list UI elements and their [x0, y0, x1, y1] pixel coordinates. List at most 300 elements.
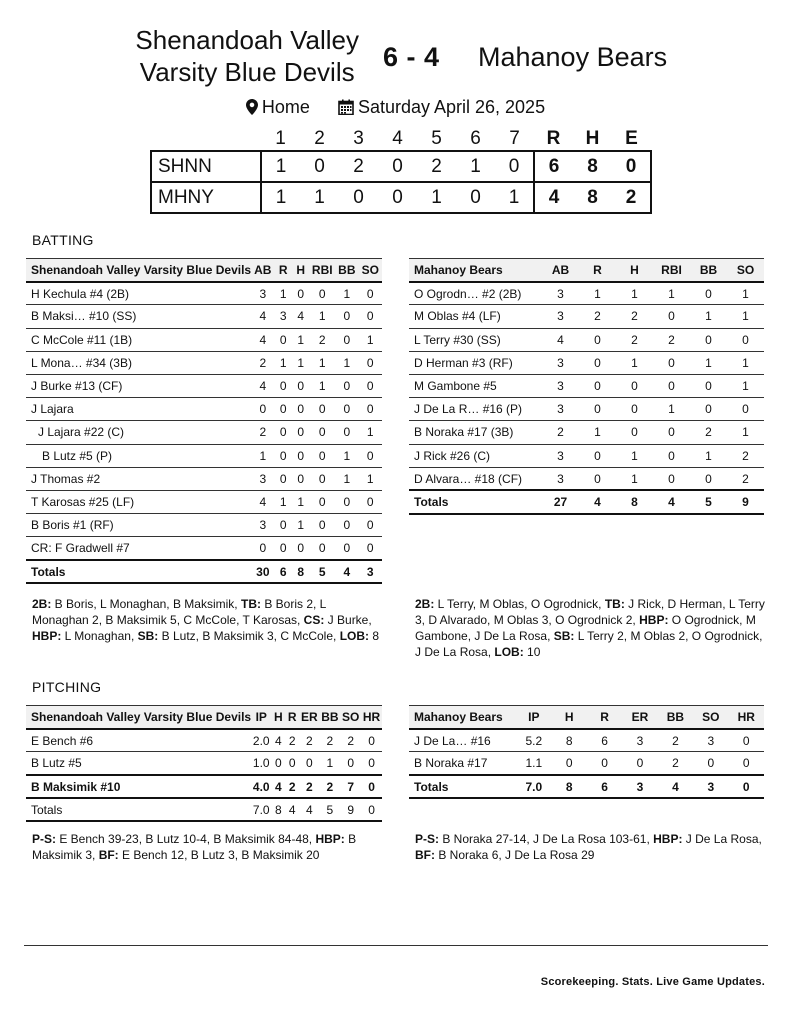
stat-cell: 0 — [579, 444, 616, 467]
stat-column-header: IP — [251, 706, 271, 729]
stat-column-header: AB — [251, 259, 274, 282]
stat-cell: 0 — [359, 444, 382, 467]
stat-cell: 0 — [309, 282, 335, 305]
stat-cell: 0 — [359, 537, 382, 560]
stat-cell: 0 — [292, 421, 309, 444]
stat-cell: 0 — [309, 467, 335, 490]
hits-header: H — [585, 128, 600, 149]
total-cell: 8 — [271, 798, 285, 821]
note-key: BF: — [415, 848, 435, 862]
stat-cell: 2 — [299, 729, 319, 752]
stat-cell: 0 — [292, 537, 309, 560]
stat-column-header: R — [587, 706, 622, 729]
stat-cell: 0 — [579, 351, 616, 374]
player-row — [26, 467, 382, 490]
player-row — [409, 752, 764, 775]
note-text: J Rick, D Herman, L Terry 3, D Alvarado, M Oblas 3, O Ogrodnick 2, — [415, 597, 765, 627]
stat-cell: 2 — [251, 351, 274, 374]
inning-score: 2 — [417, 151, 456, 182]
stat-cell: 2 — [658, 752, 693, 775]
home-team-line2: Varsity Blue Devils — [139, 57, 355, 87]
total-cell: 0 — [729, 775, 764, 798]
stat-cell: 2 — [309, 328, 335, 351]
map-pin-icon — [246, 99, 258, 115]
stat-cell: 0 — [309, 398, 335, 421]
player-name: J Lajara — [26, 398, 251, 421]
player-row — [409, 398, 764, 421]
stat-column-header: BB — [319, 706, 340, 729]
stat-column-header: R — [285, 706, 299, 729]
stat-cell: 2 — [579, 305, 616, 328]
stat-cell: 0 — [690, 282, 727, 305]
player-name: J Lajara #22 (C) — [26, 421, 251, 444]
stat-cell: 1 — [292, 351, 309, 374]
total-cell: 5 — [319, 798, 340, 821]
stat-cell: 1 — [292, 514, 309, 537]
stat-cell: 0 — [335, 305, 358, 328]
note-key: SB: — [553, 629, 575, 643]
note-key: 2B: — [32, 597, 52, 611]
stat-cell: 0 — [292, 398, 309, 421]
stat-cell: 3 — [251, 467, 274, 490]
stat-column-header: R — [579, 259, 616, 282]
player-name: CR: F Gradwell #7 — [26, 537, 251, 560]
stat-column-header: H — [271, 706, 285, 729]
stat-cell: 1 — [335, 282, 358, 305]
pitching-section-title: PITCHING — [32, 679, 102, 695]
total-cell: 4 — [653, 490, 690, 513]
stat-column-header: AB — [542, 259, 579, 282]
stat-cell: 0 — [335, 421, 358, 444]
stat-cell: 2 — [319, 775, 340, 798]
total-cell: 5 — [690, 490, 727, 513]
batting-section-title: BATTING — [32, 232, 94, 248]
note-text: B Boris, L Monaghan, B Maksimik, — [51, 597, 241, 611]
stat-cell: 1 — [653, 282, 690, 305]
stat-cell: 2 — [542, 421, 579, 444]
stat-cell: 3 — [542, 305, 579, 328]
header-row — [26, 259, 382, 282]
stat-cell: 2 — [299, 775, 319, 798]
stat-cell: 0 — [690, 398, 727, 421]
player-row — [26, 729, 382, 752]
stat-cell: 4 — [251, 305, 274, 328]
stat-column-header: SO — [359, 259, 382, 282]
team-name-header: Mahanoy Bears — [409, 706, 516, 729]
total-cell: 6 — [275, 560, 292, 583]
stat-cell: 1 — [319, 752, 340, 775]
player-name: H Kechula #4 (2B) — [26, 282, 251, 305]
stat-column-header: R — [275, 259, 292, 282]
note-text: J Burke, — [324, 613, 372, 627]
totals-label: Totals — [26, 560, 251, 583]
player-row — [26, 514, 382, 537]
location-text: Home — [261, 96, 310, 117]
inning-score: 0 — [378, 182, 417, 213]
note-key: HBP: — [653, 832, 683, 846]
totals-label: Totals — [409, 490, 542, 513]
footer-divider — [24, 945, 768, 946]
player-name: M Gambone #5 — [409, 374, 542, 397]
note-key: LOB: — [494, 645, 524, 659]
stat-cell: 1 — [275, 282, 292, 305]
footer-tagline: Scorekeeping. Stats. Live Game Updates. — [540, 976, 765, 988]
inning-header: 2 — [314, 128, 325, 149]
total-cell: 27 — [542, 490, 579, 513]
stat-cell: 0 — [361, 775, 382, 798]
stat-cell: 2 — [285, 729, 299, 752]
stat-cell: 0 — [335, 398, 358, 421]
stat-cell: 0 — [335, 514, 358, 537]
stat-cell: 2 — [616, 305, 653, 328]
stat-column-header: BB — [658, 706, 693, 729]
player-name: J Burke #13 (CF) — [26, 374, 251, 397]
stat-cell: 2 — [285, 775, 299, 798]
away-pitching-table — [409, 705, 764, 799]
note-key: TB: — [604, 597, 625, 611]
stat-cell: 1.0 — [251, 752, 271, 775]
stat-cell: 1 — [359, 467, 382, 490]
stat-cell: 1 — [690, 444, 727, 467]
inning-score: 1 — [495, 182, 534, 213]
stat-cell: 1.1 — [516, 752, 551, 775]
stat-cell: 1 — [292, 490, 309, 513]
away-team-name: Mahanoy Bears — [478, 42, 668, 72]
player-row — [409, 421, 764, 444]
stat-cell: 0 — [275, 444, 292, 467]
player-name: B Lutz #5 — [26, 752, 251, 775]
player-name: M Oblas #4 (LF) — [409, 305, 542, 328]
note-key: P-S: — [32, 832, 56, 846]
player-row — [26, 328, 382, 351]
player-name: B Noraka #17 — [409, 752, 516, 775]
stat-cell: 3 — [275, 305, 292, 328]
stat-cell: 0 — [309, 490, 335, 513]
stat-cell: 0 — [292, 282, 309, 305]
total-cell: 8 — [551, 775, 586, 798]
player-row — [26, 398, 382, 421]
stat-cell: 0 — [579, 398, 616, 421]
player-name: E Bench #6 — [26, 729, 251, 752]
team-abbr: SHNN — [151, 151, 261, 182]
stat-cell: 0 — [359, 514, 382, 537]
totals-row — [26, 560, 382, 583]
total-cell: 3 — [622, 775, 657, 798]
note-text: B Noraka 27-14, J De La Rosa 103-61, — [439, 832, 654, 846]
player-row — [409, 305, 764, 328]
stat-cell: 2 — [727, 444, 764, 467]
total-cell: 30 — [251, 560, 274, 583]
stat-cell: 4 — [292, 305, 309, 328]
stat-cell: 1 — [359, 421, 382, 444]
stat-cell: 8 — [551, 729, 586, 752]
inning-score: 1 — [261, 182, 300, 213]
stat-column-header: ER — [622, 706, 657, 729]
stat-cell: 0 — [309, 514, 335, 537]
stat-cell: 0 — [359, 305, 382, 328]
total-cell: 8 — [616, 490, 653, 513]
team-name-header: Shenandoah Valley Varsity Blue Devils — [26, 706, 251, 729]
player-name: B Maksi… #10 (SS) — [26, 305, 251, 328]
stat-cell: 0 — [309, 421, 335, 444]
inning-header: 3 — [353, 128, 364, 149]
stat-column-header: RBI — [653, 259, 690, 282]
player-name: J Thomas #2 — [26, 467, 251, 490]
team-abbr: MHNY — [151, 182, 261, 213]
stat-cell: 1 — [335, 351, 358, 374]
stat-column-header: ER — [299, 706, 319, 729]
stat-cell: 1 — [275, 351, 292, 374]
total-cell: 5 — [309, 560, 335, 583]
stat-cell: 0 — [727, 328, 764, 351]
totals-label: Totals — [409, 775, 516, 798]
stat-cell: 1 — [335, 467, 358, 490]
date-text: Saturday April 26, 2025 — [357, 96, 546, 117]
player-name: B Maksimik #10 — [26, 775, 251, 798]
stat-cell: 0 — [359, 490, 382, 513]
stat-cell: 0 — [693, 752, 728, 775]
inning-header: 6 — [470, 128, 481, 149]
player-row — [26, 421, 382, 444]
player-row — [409, 282, 764, 305]
stat-cell: 2.0 — [251, 729, 271, 752]
total-cell: 9 — [340, 798, 361, 821]
stat-cell: 4 — [542, 328, 579, 351]
player-name: C McCole #11 (1B) — [26, 328, 251, 351]
stat-cell: 0 — [251, 537, 274, 560]
totals-row — [409, 490, 764, 513]
stat-cell: 0 — [551, 752, 586, 775]
note-key: HBP: — [639, 613, 669, 627]
note-key: TB: — [240, 597, 261, 611]
away-batting-table — [409, 258, 764, 515]
date-group — [338, 97, 545, 118]
note-key: SB: — [137, 629, 159, 643]
stat-cell: 0 — [361, 729, 382, 752]
line-score-row — [151, 151, 651, 182]
total-cell: 4 — [299, 798, 319, 821]
player-row — [26, 305, 382, 328]
stat-cell: 0 — [359, 374, 382, 397]
stat-cell: 2 — [727, 467, 764, 490]
stat-cell: 2 — [690, 421, 727, 444]
game-header — [0, 0, 791, 100]
stat-cell: 0 — [579, 467, 616, 490]
note-key: 2B: — [415, 597, 435, 611]
total-cell: 0 — [361, 798, 382, 821]
stat-cell: 1 — [616, 467, 653, 490]
note-text: E Bench 12, B Lutz 3, B Maksimik 20 — [118, 848, 320, 862]
note-text: B Noraka 6, J De La Rosa 29 — [435, 848, 595, 862]
stat-cell: 4 — [251, 374, 274, 397]
stat-cell: 0 — [299, 752, 319, 775]
stat-cell: 0 — [690, 467, 727, 490]
inning-score: 1 — [261, 151, 300, 182]
stat-cell: 0 — [275, 537, 292, 560]
stat-cell: 0 — [285, 752, 299, 775]
player-row — [409, 351, 764, 374]
runs-header: R — [546, 128, 561, 149]
stat-cell: 2 — [616, 328, 653, 351]
hits-total: 8 — [573, 182, 612, 213]
stat-cell: 0 — [653, 351, 690, 374]
stat-cell: 0 — [340, 752, 361, 775]
totals-label: Totals — [26, 798, 251, 821]
stat-cell: 7 — [340, 775, 361, 798]
stat-cell: 1 — [727, 374, 764, 397]
stat-cell: 0 — [275, 467, 292, 490]
team-name-header: Mahanoy Bears — [409, 259, 542, 282]
stat-cell: 0 — [616, 421, 653, 444]
stat-cell: 0 — [616, 398, 653, 421]
note-text: E Bench 39-23, B Lutz 10-4, B Maksimik 84-48, — [56, 832, 316, 846]
stat-cell: 3 — [542, 444, 579, 467]
stat-cell: 0 — [275, 421, 292, 444]
errors-total: 0 — [612, 151, 651, 182]
stat-column-header: IP — [516, 706, 551, 729]
note-key: HBP: — [32, 629, 62, 643]
player-row — [26, 444, 382, 467]
home-pitching-notes — [32, 831, 372, 863]
player-row — [409, 467, 764, 490]
stat-cell: 4 — [271, 775, 285, 798]
stat-cell: 1 — [579, 421, 616, 444]
inning-score: 0 — [495, 151, 534, 182]
note-text: 10 — [523, 645, 541, 659]
stat-cell: 1 — [251, 444, 274, 467]
calendar-icon — [338, 99, 354, 115]
errors-total: 2 — [612, 182, 651, 213]
stat-cell: 2 — [319, 729, 340, 752]
player-row — [409, 374, 764, 397]
stat-cell: 0 — [275, 398, 292, 421]
stat-cell: 0 — [653, 305, 690, 328]
player-name: L Mona… #34 (3B) — [26, 351, 251, 374]
stat-cell: 0 — [292, 374, 309, 397]
inning-header: 7 — [509, 128, 520, 149]
stat-cell: 1 — [275, 490, 292, 513]
total-cell: 7.0 — [251, 798, 271, 821]
player-row — [26, 490, 382, 513]
stat-cell: 0 — [653, 467, 690, 490]
stat-cell: 5.2 — [516, 729, 551, 752]
header-row — [409, 259, 764, 282]
stat-cell: 1 — [579, 282, 616, 305]
home-team-line1: Shenandoah Valley — [135, 25, 359, 55]
stat-cell: 0 — [729, 729, 764, 752]
stat-cell: 0 — [359, 351, 382, 374]
stat-cell: 3 — [542, 467, 579, 490]
player-name: T Karosas #25 (LF) — [26, 490, 251, 513]
total-cell: 4 — [658, 775, 693, 798]
player-name: B Lutz #5 (P) — [26, 444, 251, 467]
header-row — [26, 706, 382, 729]
stat-cell: 0 — [271, 752, 285, 775]
note-text: 8 — [369, 629, 380, 643]
stat-column-header: SO — [340, 706, 361, 729]
stat-cell: 2 — [251, 421, 274, 444]
stat-cell: 3 — [251, 514, 274, 537]
stat-cell: 0 — [275, 514, 292, 537]
total-cell: 9 — [727, 490, 764, 513]
stat-cell: 4 — [271, 729, 285, 752]
stat-cell: 4.0 — [251, 775, 271, 798]
player-name: J Rick #26 (C) — [409, 444, 542, 467]
total-cell: 3 — [693, 775, 728, 798]
total-cell: 4 — [335, 560, 358, 583]
inning-score: 2 — [339, 151, 378, 182]
note-text: L Terry, M Oblas, O Ogrodnick, — [434, 597, 605, 611]
away-pitching-notes — [415, 831, 765, 863]
stat-cell: 4 — [251, 328, 274, 351]
stat-cell: 0 — [292, 467, 309, 490]
note-text: B Maksimik 3, — [32, 832, 357, 862]
stat-column-header: H — [616, 259, 653, 282]
note-text: O Ogrodnick, M Gambone, J De La Rosa, — [415, 613, 756, 643]
hits-total: 8 — [573, 151, 612, 182]
stat-cell: 0 — [622, 752, 657, 775]
note-text: L Monaghan, — [61, 629, 138, 643]
line-score — [150, 128, 652, 214]
stat-cell: 1 — [690, 305, 727, 328]
header-row — [409, 706, 764, 729]
stat-cell: 0 — [335, 374, 358, 397]
player-row — [26, 351, 382, 374]
note-key: CS: — [303, 613, 325, 627]
player-row — [409, 328, 764, 351]
stat-cell: 0 — [309, 444, 335, 467]
stat-column-header: SO — [693, 706, 728, 729]
away-batting-notes — [415, 596, 765, 660]
stat-cell: 0 — [579, 328, 616, 351]
stat-cell: 1 — [727, 351, 764, 374]
stat-cell: 1 — [653, 398, 690, 421]
player-row — [26, 374, 382, 397]
player-name: J De La R… #16 (P) — [409, 398, 542, 421]
home-pitching-table — [26, 705, 382, 822]
player-name: B Boris #1 (RF) — [26, 514, 251, 537]
stat-cell: 0 — [359, 282, 382, 305]
stat-cell: 0 — [361, 752, 382, 775]
home-team-name — [135, 24, 359, 88]
inning-score: 0 — [339, 182, 378, 213]
note-text: B Lutz, B Maksimik 3, C McCole, — [158, 629, 340, 643]
totals-row — [409, 775, 764, 798]
player-name: D Alvara… #18 (CF) — [409, 467, 542, 490]
stat-cell: 0 — [251, 398, 274, 421]
player-row — [26, 752, 382, 775]
note-text: B Boris 2, L Monaghan 2, B Maksimik 5, C McCole, T Karosas, — [32, 597, 326, 627]
stat-column-header: SO — [727, 259, 764, 282]
team-name-header: Shenandoah Valley Varsity Blue Devils — [26, 259, 251, 282]
player-row — [26, 537, 382, 560]
stat-column-header: RBI — [309, 259, 335, 282]
stat-cell: 0 — [727, 398, 764, 421]
stat-cell: 3 — [251, 282, 274, 305]
inning-score: 0 — [378, 151, 417, 182]
stat-cell: 0 — [309, 537, 335, 560]
stat-column-header: BB — [335, 259, 358, 282]
errors-header: E — [625, 128, 638, 149]
stat-cell: 1 — [309, 351, 335, 374]
total-cell: 4 — [285, 798, 299, 821]
stat-cell: 3 — [542, 282, 579, 305]
stat-cell: 1 — [690, 351, 727, 374]
stat-cell: 1 — [335, 444, 358, 467]
stat-cell: 2 — [658, 729, 693, 752]
stat-cell: 1 — [292, 328, 309, 351]
player-row — [26, 775, 382, 798]
